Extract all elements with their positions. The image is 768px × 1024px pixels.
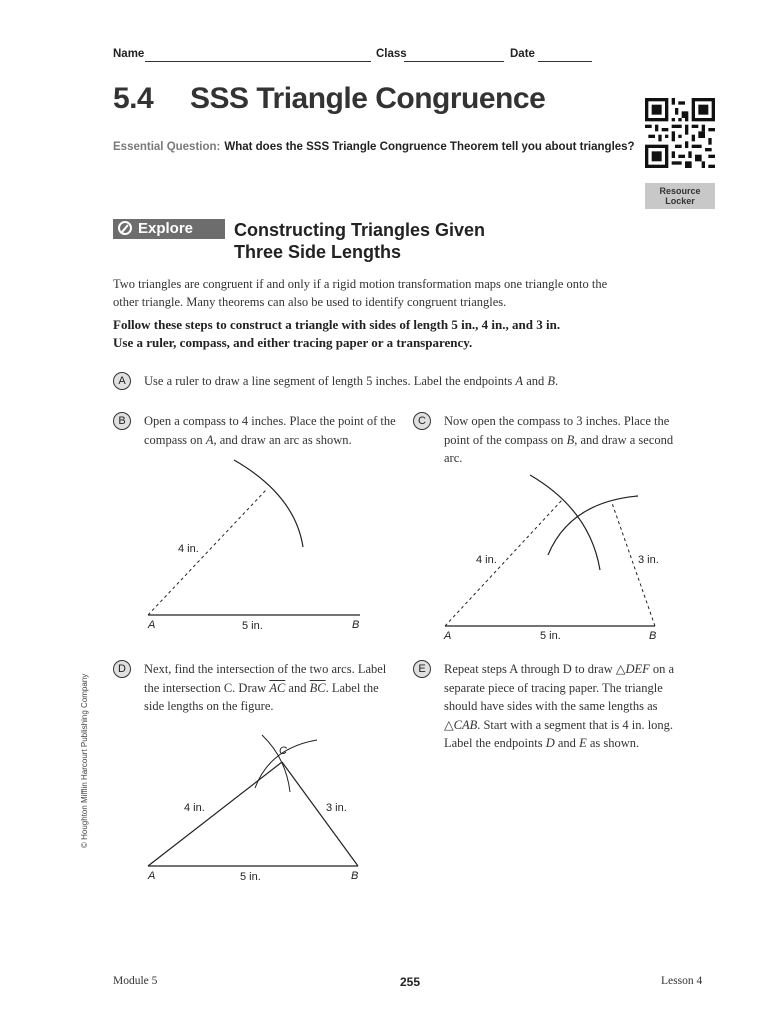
figure-step-d bbox=[140, 730, 380, 890]
date-field[interactable] bbox=[538, 49, 592, 62]
lesson-number: 5.4 bbox=[113, 82, 154, 115]
copyright-note: © Houghton Mifflin Harcourt Publishing Company bbox=[80, 673, 89, 848]
segment-ac bbox=[148, 762, 282, 866]
step-c-text: Now open the compass to 3 inches. Place the point of the compass on B, and draw a second arc. bbox=[444, 414, 674, 465]
figure-step-b bbox=[140, 455, 380, 635]
segment-bc bbox=[282, 762, 358, 866]
page-number: 255 bbox=[400, 975, 421, 989]
explore-badge bbox=[113, 219, 225, 239]
essential-question-label: Essential Question: bbox=[113, 141, 221, 153]
essential-question bbox=[113, 137, 643, 155]
label-side-ab: 5 in. bbox=[540, 630, 561, 642]
label-c: C bbox=[279, 745, 287, 757]
radius-ac bbox=[445, 500, 562, 626]
step-b-text: Open a compass to 4 inches. Place the point of the compass on A, and draw an arc as shown. bbox=[144, 414, 396, 447]
label-side-ac: 4 in. bbox=[476, 554, 497, 566]
name-field[interactable] bbox=[145, 49, 371, 62]
footer-module: Module 5 bbox=[113, 975, 158, 987]
instructions-paragraph: Follow these steps to construct a triangle with sides of length 5 in., 4 in., and 3 in. Use a ruler, compass, and either tracing paper or a transparency. bbox=[113, 317, 561, 350]
step-d-text: Next, find the intersection of the two arcs. Label the intersection C. Draw $\overline{AC}$ and $\overline{BC}$. Label the side lengths on the figure. bbox=[144, 662, 387, 713]
essential-question-text: What does the SSS Triangle Congruence Theorem tell you about triangles? bbox=[224, 141, 635, 153]
step-e-text: Repeat steps A through D to draw △DEF on a separate piece of tracing paper. The triangle should have sides with the same lengths as △CAB. Start with a segment that is 4 in. long. Label the endpoints D and E as shown. bbox=[444, 662, 675, 750]
label-a: A bbox=[148, 619, 156, 631]
explore-label: Explore bbox=[138, 220, 194, 237]
class-field[interactable] bbox=[404, 49, 504, 62]
name-label: Name bbox=[113, 48, 145, 60]
label-side-ac: 4 in. bbox=[184, 802, 205, 814]
label-side-bc: 3 in. bbox=[326, 802, 347, 814]
resource-locker-line2: Locker bbox=[665, 196, 695, 206]
radius-ac bbox=[148, 490, 266, 615]
date-label: Date bbox=[510, 48, 535, 60]
resource-locker-line1: Resource bbox=[659, 186, 701, 196]
label-a: A bbox=[148, 870, 156, 882]
label-b: B bbox=[351, 870, 359, 882]
label-side-bc: 3 in. bbox=[638, 554, 659, 566]
label-side-ab: 5 in. bbox=[242, 620, 263, 632]
step-d-marker: D bbox=[113, 660, 131, 678]
resource-locker-button[interactable] bbox=[645, 183, 715, 209]
class-label: Class bbox=[376, 48, 407, 60]
step-c-marker: C bbox=[413, 412, 431, 430]
step-a-marker: A bbox=[113, 372, 131, 390]
figure-step-c bbox=[440, 470, 680, 645]
explore-title: Constructing Triangles Given Three Side Lengths bbox=[234, 220, 486, 262]
page-title: SSS Triangle Congruence bbox=[190, 82, 546, 115]
qr-code-icon[interactable] bbox=[645, 98, 715, 168]
compass-icon bbox=[118, 221, 132, 235]
step-e-marker: E bbox=[413, 660, 431, 678]
label-side-ac: 4 in. bbox=[178, 543, 199, 555]
label-b: B bbox=[352, 619, 360, 631]
footer-lesson: Lesson 4 bbox=[661, 975, 703, 987]
arc-from-b bbox=[548, 496, 638, 555]
label-side-ab: 5 in. bbox=[240, 871, 261, 883]
arc-from-a bbox=[234, 460, 303, 547]
label-a: A bbox=[444, 630, 452, 642]
step-b-marker: B bbox=[113, 412, 131, 430]
label-b: B bbox=[649, 630, 657, 642]
step-a-text: Use a ruler to draw a line segment of length 5 inches. Label the endpoints A and B. bbox=[144, 374, 559, 388]
intro-paragraph: Two triangles are congruent if and only if a rigid motion transformation maps one triangle onto the other triangle. Many theorems can also be used to identify congruent triangles. bbox=[113, 277, 608, 309]
arc-from-a bbox=[262, 735, 290, 792]
